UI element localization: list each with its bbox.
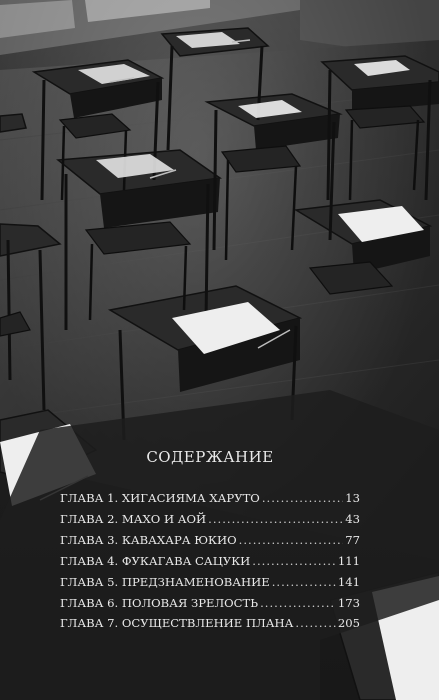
toc-dot-leader bbox=[272, 572, 336, 593]
toc-entry-page: 13 bbox=[345, 491, 360, 505]
toc-entry-label: ГЛАВА 5. ПРЕДЗНАМЕНОВАНИЕ bbox=[60, 574, 270, 589]
toc-entry-page: 205 bbox=[337, 616, 360, 631]
toc-entry-label: ГЛАВА 7. ОСУЩЕСТВЛЕНИЕ ПЛАНА bbox=[60, 616, 294, 631]
toc-entry-label: ГЛАВА 2. МАХО И АОЙ bbox=[60, 511, 207, 526]
toc-entry-page: 173 bbox=[337, 595, 360, 610]
toc-dot-leader bbox=[260, 593, 336, 614]
toc-entry bbox=[60, 613, 360, 634]
toc-entry-page: 141 bbox=[337, 574, 360, 589]
toc-entry-label: ГЛАВА 3. КАВАХАРА ЮКИО bbox=[60, 532, 237, 547]
toc-entry-page: 111 bbox=[337, 553, 360, 568]
toc-entry bbox=[60, 530, 360, 551]
toc-list bbox=[60, 488, 360, 634]
toc-entry-page: 77 bbox=[345, 532, 360, 547]
toc-dot-leader bbox=[208, 509, 343, 530]
toc-entry bbox=[60, 509, 360, 530]
toc-entry-label: ГЛАВА 6. ПОЛОВАЯ ЗРЕЛОСТЬ bbox=[60, 595, 259, 610]
toc-dot-leader bbox=[239, 530, 344, 551]
toc-entry bbox=[60, 593, 360, 614]
toc-dot-leader bbox=[295, 613, 335, 634]
toc-dot-leader bbox=[252, 551, 336, 572]
toc-entry-label: ГЛАВА 1. ХИГАСИЯМА ХАРУТО bbox=[60, 491, 260, 505]
toc-title: СОДЕРЖАНИЕ bbox=[146, 448, 274, 466]
toc-entry-label: ГЛАВА 4. ФУКАГАВА САЦУКИ bbox=[60, 553, 251, 568]
toc-entry bbox=[60, 488, 360, 509]
toc-entry bbox=[60, 572, 360, 593]
toc-entry bbox=[60, 551, 360, 572]
toc-entry-page: 43 bbox=[345, 511, 360, 526]
toc-dot-leader bbox=[262, 488, 343, 509]
table-of-contents bbox=[60, 448, 360, 634]
